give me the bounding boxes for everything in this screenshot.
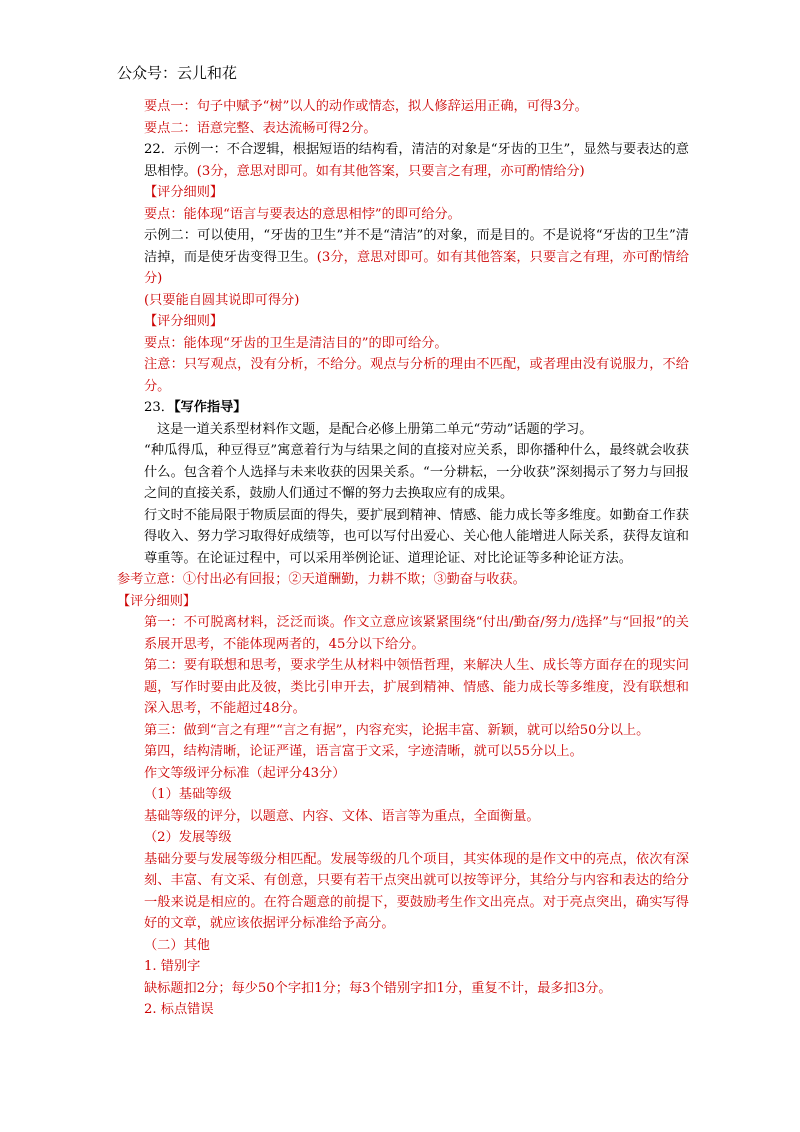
- punctuation-heading: 2. 标点错误: [144, 1002, 214, 1017]
- typo-heading: 1. 错别字: [144, 959, 201, 974]
- q22-example-two-score-note: (3分，意思对即可。如有其他答案，只要言之有理，亦可酌情给分): [144, 249, 689, 286]
- basic-level-heading: （1）基础等级: [144, 787, 232, 802]
- criterion-first: 第一：不可脱离材料，泛泛而谈。作文立意应该紧紧围绕“付出/勤奋/努力/选择”与“回报”的关系展开思考，不能体现两者的，45分以下给分。: [144, 615, 689, 652]
- scoring-details-heading: 【评分细则】: [144, 185, 224, 200]
- others-heading: （二）其他: [144, 937, 210, 953]
- writing-guidance-label: 【写作指导】: [173, 400, 247, 415]
- typo-deduction-text: 缺标题扣2分；每少50个字扣1分；每3个错别字扣1分，重复不计，最多扣3分。: [144, 980, 612, 996]
- point-one-line: 要点一：句子中赋予“树”以人的动作或情态，拟人修辞运用正确，可得3分。: [144, 99, 588, 114]
- material-meaning-paragraph: “种瓜得瓜，种豆得豆”寓意着行为与结果之间的直接对应关系，即你播种什么，最终就会收获什么。包含着个人选择与未来收获的因果关系。“一分耕耘，一分收获”深刻揭示了努力与回报之间的直接关系，鼓励人们通过不懈的努力去换取应有的成果。: [144, 443, 689, 501]
- reference-thesis: 参考立意：①付出必有回报；②天道酬勤，力耕不欺；③勤奋与收获。: [117, 572, 526, 587]
- scoring-details-heading-3: 【评分细则】: [117, 593, 197, 609]
- q22-point-two: 要点：能体现“牙齿的卫生是清洁目的”的即可给分。: [144, 335, 448, 351]
- source-header: 公众号：云儿和花: [117, 64, 238, 82]
- writing-advice-paragraph: 行文时不能局限于物质层面的得失，要扩展到精神、情感、能力成长等多维度。如勤奋工作获得收入、努力学习取得好成绩等，也可以写付出爱心、关心他人能增进人际关系，获得友谊和尊重等。在论证过程中，可以采用举例论证、道理论证、对比论证等多种论证方法。: [144, 507, 689, 566]
- grading-standard-heading: 作文等级评分标准（起评分43分）: [144, 765, 346, 781]
- q22-example-one-text: 22．示例一：不合逻辑，根据短语的结构看，清洁的对象是“牙齿的卫生”，显然与要表达的意思相悖。: [144, 142, 689, 179]
- q22-point-one: 要点：能体现“语言与要表达的意思相悖”的即可给分。: [144, 206, 461, 222]
- basic-level-text: 基础等级的评分，以题意、内容、文体、语言等为重点，全面衡量。: [144, 808, 540, 824]
- scoring-details-heading-2: 【评分细则】: [144, 314, 224, 329]
- criterion-second: 第二：要有联想和思考，要求学生从材料中领悟哲理，来解决人生、成长等方面存在的现实问题，写作时要由此及彼，类比引申开去，扩展到精神、情感、能力成长等多维度，没有联想和深入思考，不能超过48分。: [144, 658, 689, 716]
- self-consistent-note: (只要能自圆其说即可得分): [144, 292, 300, 308]
- q22-attention-note: 注意：只写观点，没有分析，不给分。观点与分析的理由不匹配，或者理由没有说服力，不给分。: [144, 357, 689, 394]
- q22-example-two-text: 示例二：可以使用，“牙齿的卫生”并不是“清洁”的对象，而是目的。不是说将“牙齿的卫生”清洁掉，而是使牙齿变得卫生。: [144, 228, 689, 265]
- question-22-example-one: [117, 139, 689, 182]
- development-level-heading: （2）发展等级: [144, 830, 232, 845]
- criterion-fourth: 第四，结构清晰，论证严谨，语言富于文采，字迹清晰，就可以55分以上。: [144, 744, 583, 759]
- development-level-text: 基础分要与发展等级分相匹配。发展等级的几个项目，其实体现的是作文中的亮点，依次有深刻、丰富、有文采、有创意，只要有若干点突出就可以按等评分，其给分与内容和表达的给分一般来说是相应的。在符合题意的前提下，要鼓励考生作文出亮点。对于亮点突出，确实写得好的文章，就应该依据评分标准给予高分。: [144, 851, 689, 931]
- question-23-heading: [117, 397, 689, 419]
- question-22-example-two: [117, 225, 689, 290]
- q22-example-one-score-note: (3分，意思对即可。如有其他答案，只要言之有理，亦可酌情给分): [196, 163, 585, 179]
- q23-number: 23．: [144, 400, 174, 415]
- point-two-line: 要点二：语意完整、表达流畅可得2分。: [144, 120, 377, 136]
- answer-key-content: [117, 96, 689, 1021]
- essay-type-paragraph: 这是一道关系型材料作文题，是配合必修上册第二单元“劳动”话题的学习。: [157, 421, 593, 437]
- criterion-third: 第三：做到“言之有理”“言之有据”，内容充实，论据丰富、新颖，就可以给50分以上。: [144, 722, 650, 738]
